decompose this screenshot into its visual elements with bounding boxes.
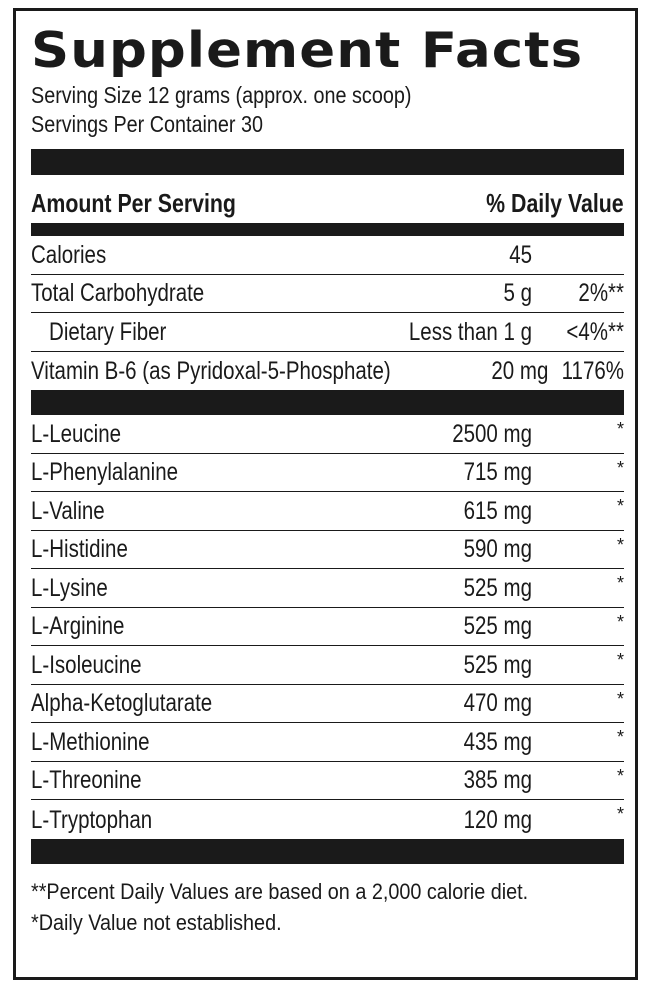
thick-divider — [31, 149, 624, 175]
nutrient-amount: Less than 1 g — [408, 317, 532, 346]
ingredient-row — [31, 762, 624, 801]
ingredient-row — [31, 569, 624, 608]
nutrient-name: Calories — [31, 240, 107, 269]
ingredient-amount: 525 mg — [463, 573, 532, 602]
ingredient-amount: 120 mg — [463, 805, 532, 834]
nutrient-row-calories — [31, 236, 624, 275]
ingredient-amount: 385 mg — [463, 766, 532, 794]
ingredient-name: L-Methionine — [31, 727, 150, 756]
footnote-daily-values: **Percent Daily Values are based on a 2,000 calorie diet. — [31, 878, 529, 904]
ingredient-amount: 525 mg — [463, 612, 532, 640]
nutrient-name: Total Carbohydrate — [31, 279, 205, 307]
nutrient-dv: 2%** — [578, 279, 624, 307]
daily-value-header: % Daily Value — [486, 188, 624, 218]
ingredient-dv: * — [616, 457, 624, 478]
serving-size: Serving Size 12 grams (approx. one scoop) — [31, 82, 412, 108]
ingredient-dv: * — [616, 534, 624, 555]
ingredient-amount: 470 mg — [463, 689, 532, 717]
ingredient-name: L-Leucine — [31, 419, 122, 448]
ingredient-amount: 715 mg — [463, 458, 532, 486]
nutrient-row-vitamin-b6 — [31, 352, 624, 391]
ingredient-name: L-Threonine — [31, 766, 142, 794]
ingredient-dv: * — [616, 496, 624, 516]
ingredient-row — [31, 454, 624, 493]
ingredient-row — [31, 723, 624, 762]
ingredient-dv: * — [616, 804, 624, 824]
nutrient-amount: 5 g — [503, 279, 532, 307]
ingredient-dv: * — [616, 765, 624, 786]
medium-divider — [31, 223, 624, 236]
ingredient-row — [31, 608, 624, 647]
ingredient-name: L-Lysine — [31, 573, 108, 602]
nutrient-name: Dietary Fiber — [49, 317, 167, 346]
ingredient-dv: * — [616, 419, 624, 439]
ingredient-name: L-Tryptophan — [31, 805, 153, 834]
nutrient-row-dietary-fiber — [31, 313, 624, 352]
ingredient-dv: * — [616, 573, 624, 593]
nutrient-name: Vitamin B-6 (as Pyridoxal-5-Phosphate) — [31, 357, 391, 385]
footnote-not-established: *Daily Value not established. — [31, 909, 282, 935]
ingredient-row — [31, 415, 624, 454]
ingredient-name: L-Valine — [31, 496, 105, 525]
nutrient-dv: 1176% — [561, 357, 624, 385]
ingredient-name: L-Phenylalanine — [31, 458, 179, 486]
amount-per-serving-header: Amount Per Serving — [31, 188, 236, 218]
panel-title: Supplement Facts — [31, 22, 584, 79]
nutrient-amount: 45 — [509, 240, 532, 269]
supplement-facts-panel — [13, 8, 638, 980]
ingredient-name: L-Histidine — [31, 535, 128, 563]
ingredient-amount: 590 mg — [463, 535, 532, 563]
ingredient-dv: * — [616, 727, 624, 747]
ingredient-row — [31, 646, 624, 685]
nutrient-row-total-carbohydrate — [31, 275, 624, 314]
ingredient-dv: * — [616, 688, 624, 709]
ingredient-row — [31, 531, 624, 570]
section-divider — [31, 390, 624, 415]
nutrient-amount: 20 mg — [491, 357, 548, 385]
nutrient-dv: <4%** — [566, 317, 624, 346]
ingredient-amount: 525 mg — [463, 650, 532, 679]
ingredient-amount: 435 mg — [463, 727, 532, 756]
ingredient-name: L-Isoleucine — [31, 650, 142, 679]
ingredient-amount: 615 mg — [463, 496, 532, 525]
ingredient-dv: * — [616, 611, 624, 632]
ingredient-amount: 2500 mg — [452, 419, 532, 448]
column-header — [31, 175, 624, 223]
ingredient-row — [31, 492, 624, 531]
ingredient-row — [31, 800, 624, 839]
ingredient-name: L-Arginine — [31, 612, 125, 640]
servings-per-container: Servings Per Container 30 — [31, 111, 263, 137]
ingredient-name: Alpha-Ketoglutarate — [31, 689, 213, 717]
ingredient-dv: * — [616, 650, 624, 670]
ingredient-row — [31, 685, 624, 724]
bottom-divider — [31, 839, 624, 864]
